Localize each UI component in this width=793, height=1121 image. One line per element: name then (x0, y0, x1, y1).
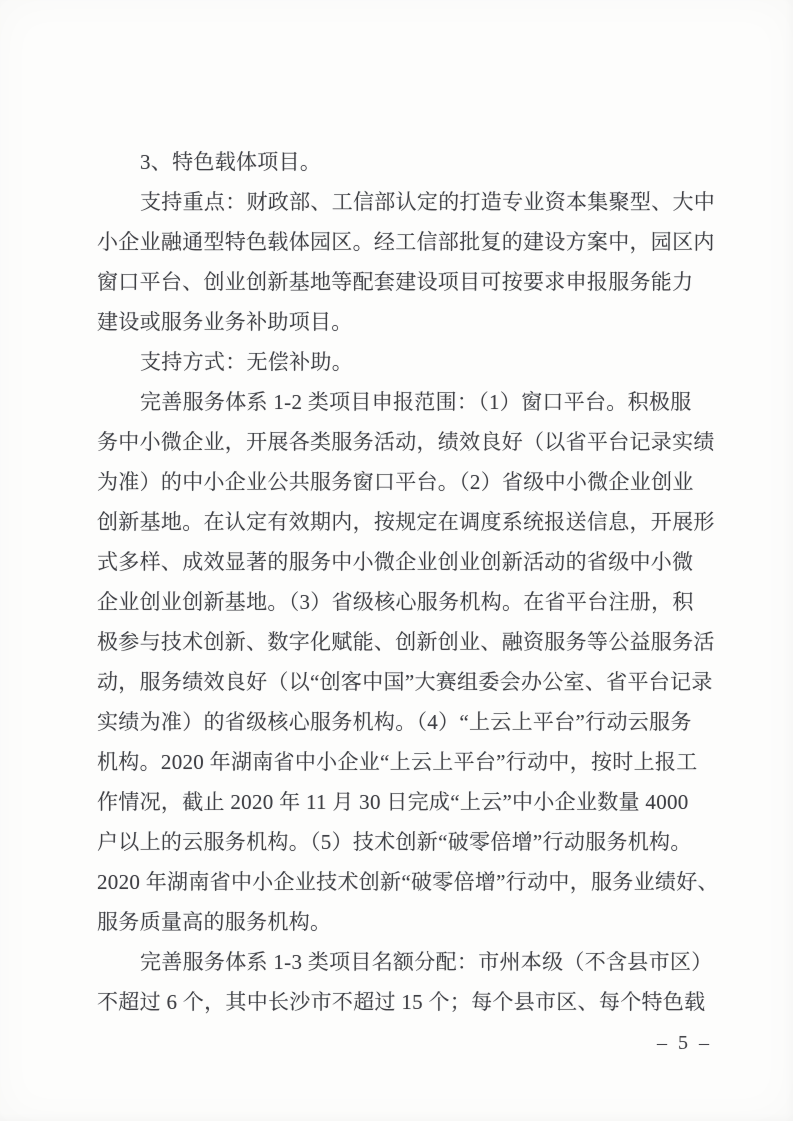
text-line: 企业创业创新基地。（3）省级核心服务机构。在省平台注册，积 (97, 590, 694, 614)
text-line: 支持重点：财政部、工信部认定的打造专业资本集聚型、大中 (140, 190, 716, 214)
text-line: 建设或服务业务补助项目。 (97, 310, 353, 334)
text-line: 实绩为准）的省级核心服务机构。（4）“上云上平台”行动云服务 (97, 710, 692, 734)
text-line: 机构。2020 年湖南省中小企业“上云上平台”行动中，按时上报工 (97, 750, 698, 774)
text-line: 务中小微企业，开展各类服务活动，绩效良好（以省平台记录实绩 (97, 430, 715, 454)
text-line: 服务质量高的服务机构。 (97, 910, 332, 934)
text-line: 窗口平台、创业创新基地等配套建设项目可按要求申报服务能力 (97, 270, 694, 294)
text-block (97, 142, 719, 1022)
text-line: 极参与技术创新、数字化赋能、创新创业、融资服务等公益服务活 (97, 630, 715, 654)
text-line: 动，服务绩效良好（以“创客中国”大赛组委会办公室、省平台记录 (97, 670, 713, 694)
text-line: 小企业融通型特色载体园区。经工信部批复的建设方案中，园区内 (97, 230, 715, 254)
text-line: 作情况，截止 2020 年 11 月 30 日完成“上云”中小企业数量 4000 (97, 790, 689, 814)
text-line: 不超过 6 个，其中长沙市不超过 15 个；每个县市区、每个特色载 (97, 990, 706, 1014)
text-line: 创新基地。在认定有效期内，按规定在调度系统报送信息，开展形 (97, 510, 715, 534)
text-line: 为准）的中小企业公共服务窗口平台。（2）省级中小微企业创业 (97, 470, 694, 494)
text-line: 支持方式：无偿补助。 (140, 350, 353, 374)
text-line: 3、特色载体项目。 (140, 150, 322, 174)
text-line: 2020 年湖南省中小企业技术创新“破零倍增”行动中，服务业绩好、 (97, 870, 719, 894)
text-line: 户以上的云服务机构。（5）技术创新“破零倍增”行动服务机构。 (97, 830, 692, 854)
text-line: 式多样、成效显著的服务中小微企业创业创新活动的省级中小微 (97, 550, 694, 574)
text-line: 完善服务体系 1-2 类项目申报范围：（1）窗口平台。积极服 (140, 390, 692, 414)
text-line: 完善服务体系 1-3 类项目名额分配：市州本级（不含县市区） (140, 950, 713, 974)
page-number: – 5 – (657, 1032, 712, 1054)
